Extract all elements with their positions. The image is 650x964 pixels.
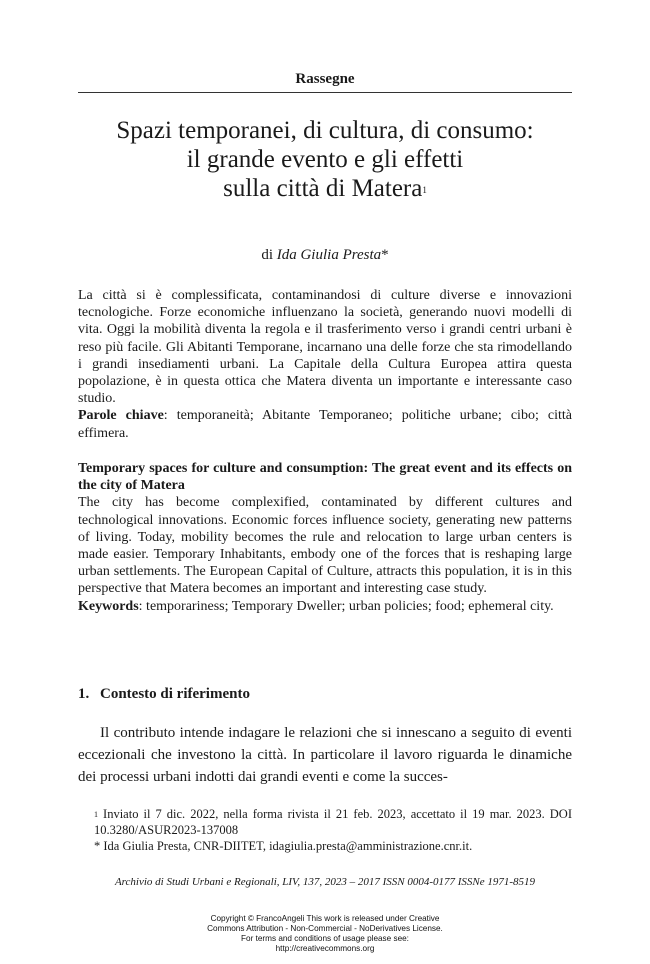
license-notice bbox=[150, 914, 500, 954]
keywords-italian-list: : temporaneità; Abitante Temporaneo; politiche urbane; cibo; città effimera. bbox=[78, 408, 572, 441]
footnote-1 bbox=[78, 806, 572, 838]
author-footnote-mark[interactable]: * bbox=[381, 247, 389, 263]
license-line-1: Copyright © FrancoAngeli This work is released under Creative bbox=[210, 914, 440, 923]
footnote-1-mark: 1 bbox=[94, 810, 98, 819]
section-heading bbox=[78, 686, 572, 703]
title-footnote-mark[interactable]: 1 bbox=[422, 185, 427, 195]
article-title bbox=[78, 116, 572, 203]
footnote-2: * Ida Giulia Presta, CNR-DIITET, idagiulia.presta@amministrazione.cnr.it. bbox=[94, 839, 473, 853]
abstract-english bbox=[78, 460, 572, 615]
footnotes bbox=[78, 806, 572, 854]
header-divider bbox=[78, 92, 572, 93]
section-number: 1. bbox=[78, 686, 90, 702]
author-name: Ida Giulia Presta bbox=[276, 247, 382, 263]
author-prefix: di bbox=[261, 247, 273, 263]
license-line-3: For terms and conditions of usage please see: bbox=[241, 934, 409, 943]
abstract-italian-text: La città si è complessificata, contaminandosi di culture diverse e innovazioni tecnologiche. Forze economiche influenzano la società, generando nuovi modelli di vita. Oggi la mobilità diventa la regola e il trasferimento verso i grandi centri urbani è reso più facile. Gli Abitanti Temporane, incarnano una delle forze che sta rimodellando i grandi insediamenti urbani. La Capitale della Cultura Europea attira questa popolazione, è in questa ottica che Matera diventa un importante e interessante caso studio. bbox=[78, 288, 572, 407]
body-paragraph: Il contributo intende indagare le relazioni che si innescano a seguito di eventi eccezionali che investono la città. In particolare il lavoro riguarda le dinamiche dei processi urbani indotti dai grandi eventi e come la succes- bbox=[78, 725, 572, 785]
keywords-italian-label: Parole chiave bbox=[78, 408, 164, 424]
license-link[interactable]: http://creativecommons.org bbox=[275, 944, 375, 953]
keywords-english-label: Keywords bbox=[78, 598, 139, 614]
abstract-italian bbox=[78, 287, 572, 442]
section-title: Contesto di riferimento bbox=[100, 686, 250, 702]
abstract-english-text: The city has become complexified, contaminated by different cultures and technological innovations. Economic forces influence society, generating new patterns of living. Today, mobility becomes the rule and relocation to large urban centers is made easier. Temporary Inhabitants, embody one of the forces that is reshaping large urban settlements. The European Capital of Culture, attracts this population, it is in this perspective that Matera becomes an important and interesting case study. bbox=[78, 495, 572, 597]
title-line-1: Spazi temporanei, di cultura, di consumo: bbox=[116, 117, 534, 144]
title-line-2: il grande evento e gli effetti bbox=[186, 146, 464, 173]
license-line-2: Commons Attribution - Non-Commercial - NoDerivatives License. bbox=[207, 924, 443, 933]
section-label: Rassegne bbox=[295, 71, 355, 87]
keywords-italian bbox=[78, 407, 572, 441]
english-title: Temporary spaces for culture and consumption: The great event and its effects on the city of Matera bbox=[78, 461, 572, 494]
keywords-english bbox=[78, 598, 572, 615]
author-line bbox=[78, 247, 572, 264]
title-line-3: sulla città di Matera bbox=[223, 175, 423, 202]
keywords-english-list: : temporariness; Temporary Dweller; urban policies; food; ephemeral city. bbox=[138, 598, 554, 614]
journal-citation: Archivio di Studi Urbani e Regionali, LIV, 137, 2023 – 2017 ISSN 0004-0177 ISSNe 1971-8519 bbox=[114, 876, 536, 888]
footnote-1-text: Inviato il 7 dic. 2022, nella forma rivista il 21 feb. 2023, accettato il 19 mar. 2023. DOI 10.3280/ASUR2023-137008 bbox=[94, 807, 572, 837]
